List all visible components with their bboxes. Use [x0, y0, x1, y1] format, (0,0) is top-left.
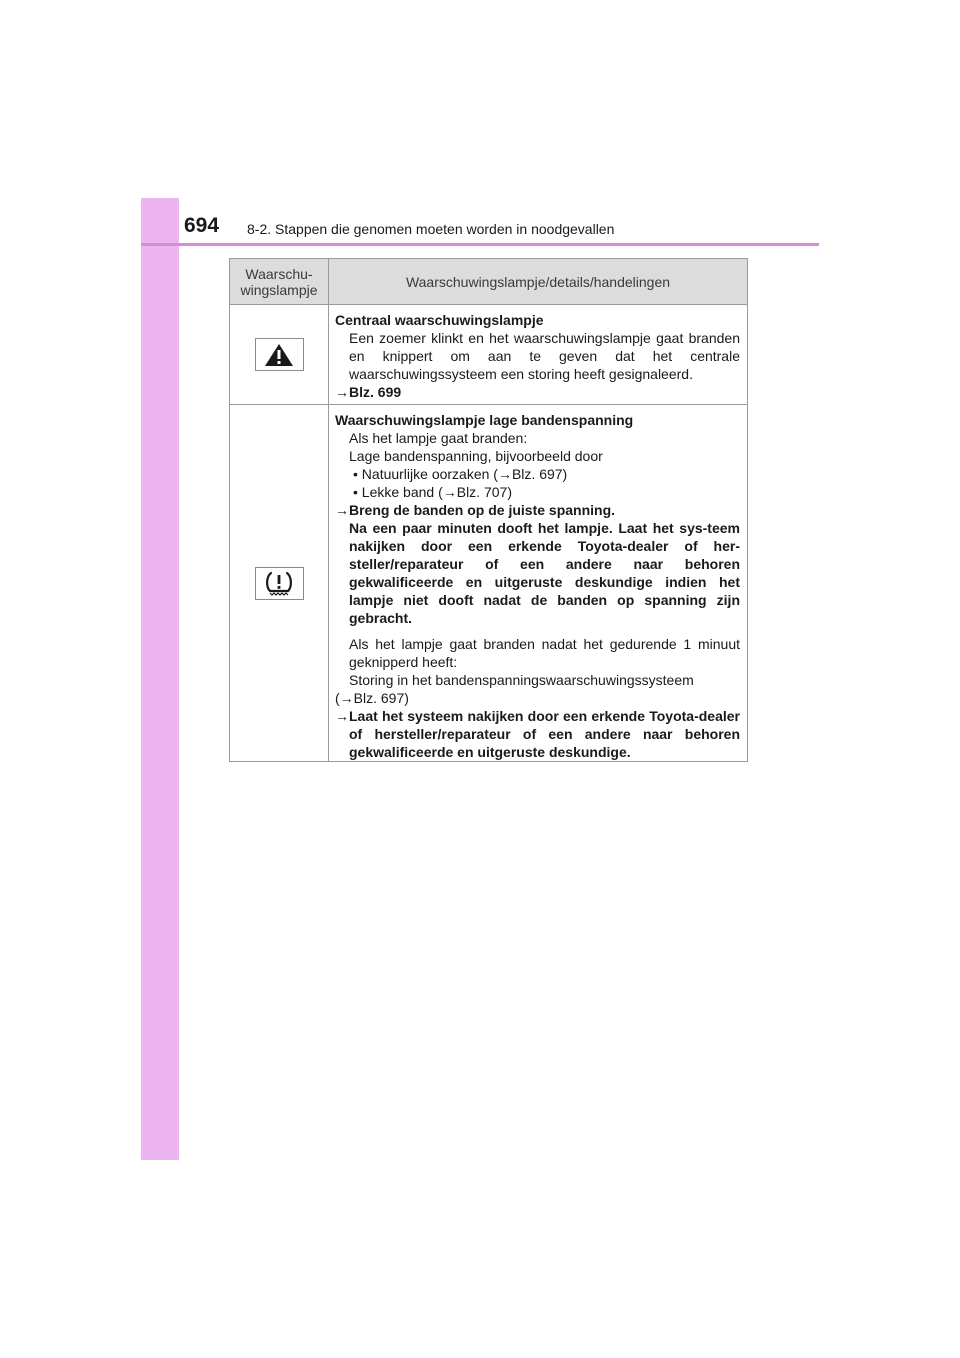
condition-text: Als het lampje gaat branden: — [349, 430, 528, 446]
action-line — [335, 501, 740, 519]
page-reference-link[interactable]: (→Blz. 697) — [335, 690, 409, 706]
side-color-band — [141, 198, 179, 1160]
arrow-icon: → — [335, 384, 349, 400]
row-title: Centraal waarschuwingslampje — [335, 312, 544, 328]
spacer — [335, 627, 740, 635]
row-content — [329, 305, 747, 404]
column-header-warning-light — [230, 259, 329, 304]
reference-line — [335, 383, 740, 401]
column-header-line1: Waarschu- — [245, 265, 313, 282]
action-text: Laat het systeem nakijken door een erkende Toyota-dealer of hersteller/reparateur of een andere naar behoren gekwalificeerde en uitgeruste deskundige. — [349, 708, 740, 760]
header-rule — [141, 243, 819, 246]
page-reference-link[interactable]: Blz. 699 — [349, 384, 402, 400]
page-number: 694 — [184, 214, 220, 237]
row-title: Waarschuwingslampje lage bandenspanning — [335, 412, 634, 428]
action-detail: Na een paar minuten dooft het lampje. Laat het sys-teem nakijken door een erkende Toyota-dealer of her-steller/reparateur of een andere naar behoren gekwalificeerde en uitgeruste deskundige indien het lampje niet dooft nadat de banden op spanning zijn gebracht. — [349, 520, 740, 626]
master-warning-triangle-icon — [255, 338, 304, 371]
icon-cell — [230, 405, 329, 761]
row-description: Een zoemer klinkt en het waarschuwingslampje gaat branden en knippert om aan te geven dat het centrale waarschuwingssysteem een storing heeft gesignaleerd. — [349, 330, 740, 382]
condition-text: Als het lampje gaat branden nadat het gedurende 1 minuut geknipperd heeft: — [349, 636, 740, 670]
arrow-icon: → — [335, 708, 349, 724]
action-line — [335, 707, 740, 761]
table-row — [230, 305, 747, 405]
table-header — [230, 259, 747, 305]
tire-pressure-warning-icon — [255, 567, 304, 600]
section-title: 8-2. Stappen die genomen moeten worden in noodgevallen — [247, 221, 615, 237]
row-content — [329, 405, 747, 761]
arrow-icon: → — [335, 502, 349, 518]
icon-cell — [230, 305, 329, 404]
condition-detail: Lage bandenspanning, bijvoorbeeld door — [349, 448, 603, 464]
action-text: Breng de banden op de juiste spanning. — [349, 502, 616, 518]
bullet-item: • Lekke band (→Blz. 707) — [353, 484, 512, 500]
warning-lights-table — [229, 258, 748, 762]
condition-detail: Storing in het bandenspanningswaarschuwingssysteem — [349, 672, 694, 688]
column-header-details: Waarschuwingslampje/details/handelingen — [405, 273, 671, 290]
column-header-line2: wingslampje — [240, 281, 318, 298]
table-row — [230, 405, 747, 761]
bullet-item: • Natuurlijke oorzaken (→Blz. 697) — [353, 466, 568, 482]
